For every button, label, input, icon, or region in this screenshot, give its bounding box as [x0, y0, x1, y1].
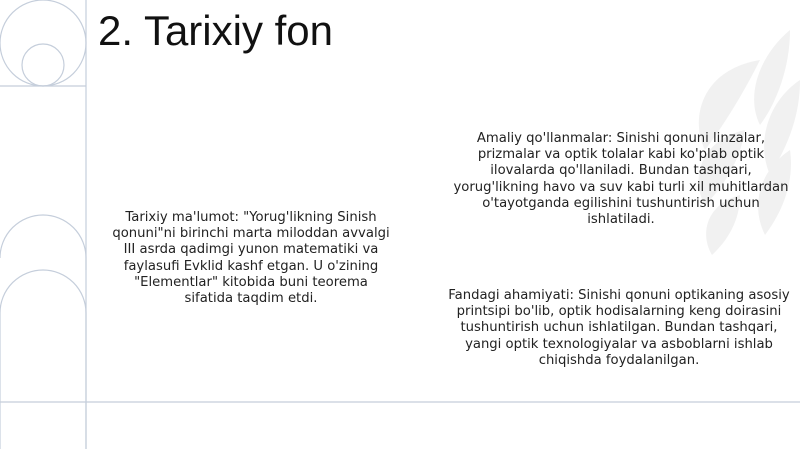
history-paragraph: Tarixiy ma'lumot: "Yorug'likning Sinish qonuni"ni birinchi marta miloddan avvalgi III asrda qadimgi yunon matematiki va faylasufi Evklid kashf etgan. U o'zining "Elementlar" kitobida buni teorema sifatida taqdim etdi. — [112, 210, 390, 307]
upper-arch-outline — [0, 215, 86, 270]
small-circle-outline — [22, 44, 64, 86]
scientific-significance-paragraph: Fandagi ahamiyati: Sinishi qonuni optikaning asosiy printsipi bo'lib, optik hodisalarning keng doirasini tushuntirish uchun ishlatilgan. Bundan tashqari, yangi optik texnologiyalar va asboblarni ishlab chiqishda foydalanilgan. — [448, 288, 790, 368]
lower-arch-outline — [0, 270, 86, 449]
slide-title: 2. Tarixiy fon — [98, 7, 333, 54]
large-circle-outline — [0, 0, 86, 86]
practical-applications-paragraph: Amaliy qo'llanmalar: Sinishi qonuni linzalar, prizmalar va optik tolalar kabi ko'plab optik ilovalarda qo'llaniladi. Bundan tashqari, yorug'likning havo va suv kabi turli xil muhitlardan o'tayotganda egilishini tushuntirish uchun ishlatiladi. — [453, 131, 789, 228]
